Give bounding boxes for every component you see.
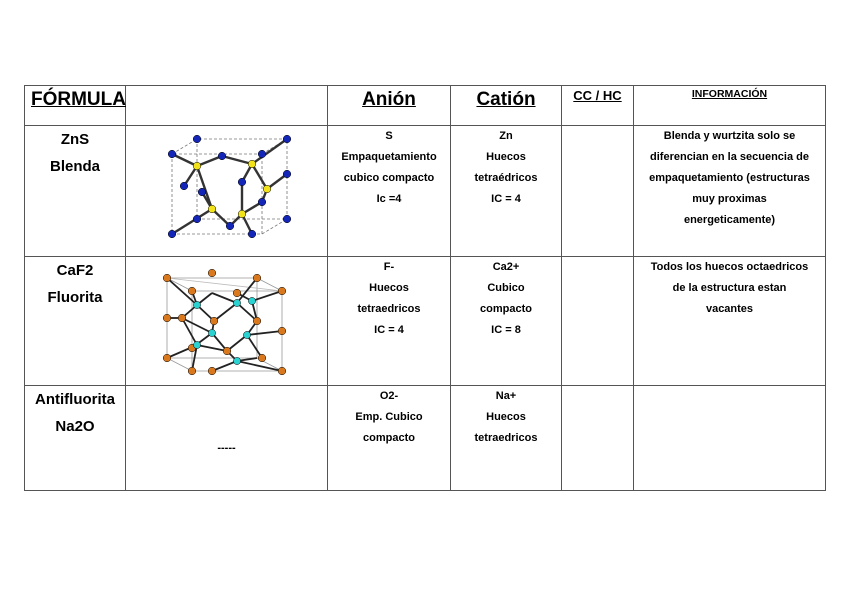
header-formula: FÓRMULA xyxy=(25,86,126,126)
anion-line: cubico compacto xyxy=(343,172,435,184)
info-cell xyxy=(634,126,826,257)
header-cation: Catión xyxy=(451,86,562,126)
zinc-blende-structure-image xyxy=(162,134,292,244)
table-row xyxy=(25,386,826,491)
anion-cell xyxy=(328,386,451,491)
anion-cell xyxy=(328,126,451,257)
cation-line: tetraédricos xyxy=(474,172,538,184)
info-line: vacantes xyxy=(705,303,754,315)
crystal-structures-table xyxy=(24,85,826,491)
structure-image-cell xyxy=(126,257,328,386)
info-line: Blenda y wurtzita solo se xyxy=(663,130,796,142)
info-cell xyxy=(634,386,826,491)
formula-mineral: Blenda xyxy=(49,158,100,175)
cation-cell xyxy=(451,126,562,257)
cation-ion: Ca2+ xyxy=(492,261,520,273)
cation-ic: IC = 4 xyxy=(491,193,521,205)
fluorite-structure-image xyxy=(162,263,292,375)
info-line: diferencian en la secuencia de xyxy=(650,151,809,163)
header-info: INFORMACIÓN xyxy=(634,86,826,126)
formula-mineral: Na2O xyxy=(55,418,95,435)
table-row xyxy=(25,126,826,257)
cation-cell xyxy=(451,386,562,491)
formula-cell xyxy=(25,386,126,491)
cation-cell xyxy=(451,257,562,386)
anion-ic: IC = 4 xyxy=(374,324,404,336)
anion-ic: Ic =4 xyxy=(376,193,402,205)
no-image-placeholder: ----- xyxy=(126,386,328,491)
cation-ion: Zn xyxy=(499,130,513,142)
anion-line: Empaquetamiento xyxy=(341,151,437,163)
formula-name: ZnS xyxy=(60,131,90,148)
cation-line: tetraedricos xyxy=(474,432,538,444)
cation-line: compacto xyxy=(480,303,532,315)
anion-cell xyxy=(328,257,451,386)
header-cc-hc: CC / HC xyxy=(562,86,634,126)
formula-cell xyxy=(25,257,126,386)
formula-mineral: Fluorita xyxy=(47,289,103,306)
anion-line: Huecos xyxy=(369,282,409,294)
info-line: energeticamente) xyxy=(683,214,776,226)
table-row xyxy=(25,257,826,386)
formula-cell xyxy=(25,126,126,257)
cc-hc-cell xyxy=(562,257,634,386)
info-line: de la estructura estan xyxy=(672,282,787,294)
anion-ion: F- xyxy=(383,261,395,273)
header-row xyxy=(25,86,826,126)
formula-name: CaF2 xyxy=(56,262,94,279)
anion-line: tetraedricos xyxy=(357,303,421,315)
cation-line: Cubico xyxy=(487,282,525,294)
structure-image-cell xyxy=(126,126,328,257)
cc-hc-cell xyxy=(562,126,634,257)
cc-hc-cell xyxy=(562,386,634,491)
cation-line: Huecos xyxy=(486,411,526,423)
info-line: muy proximas xyxy=(692,193,767,205)
cation-ic: IC = 8 xyxy=(491,324,521,336)
header-anion: Anión xyxy=(328,86,451,126)
anion-line: Emp. Cubico xyxy=(355,411,423,423)
formula-name: Antifluorita xyxy=(35,391,115,408)
info-line: Todos los huecos octaedricos xyxy=(650,261,809,273)
header-image xyxy=(126,86,328,126)
cation-line: Huecos xyxy=(486,151,526,163)
cation-ion: Na+ xyxy=(495,390,517,402)
info-line: empaquetamiento (estructuras xyxy=(649,172,810,184)
anion-ion: S xyxy=(385,130,393,142)
anion-ion: O2- xyxy=(379,390,399,402)
info-cell xyxy=(634,257,826,386)
anion-line: compacto xyxy=(363,432,415,444)
